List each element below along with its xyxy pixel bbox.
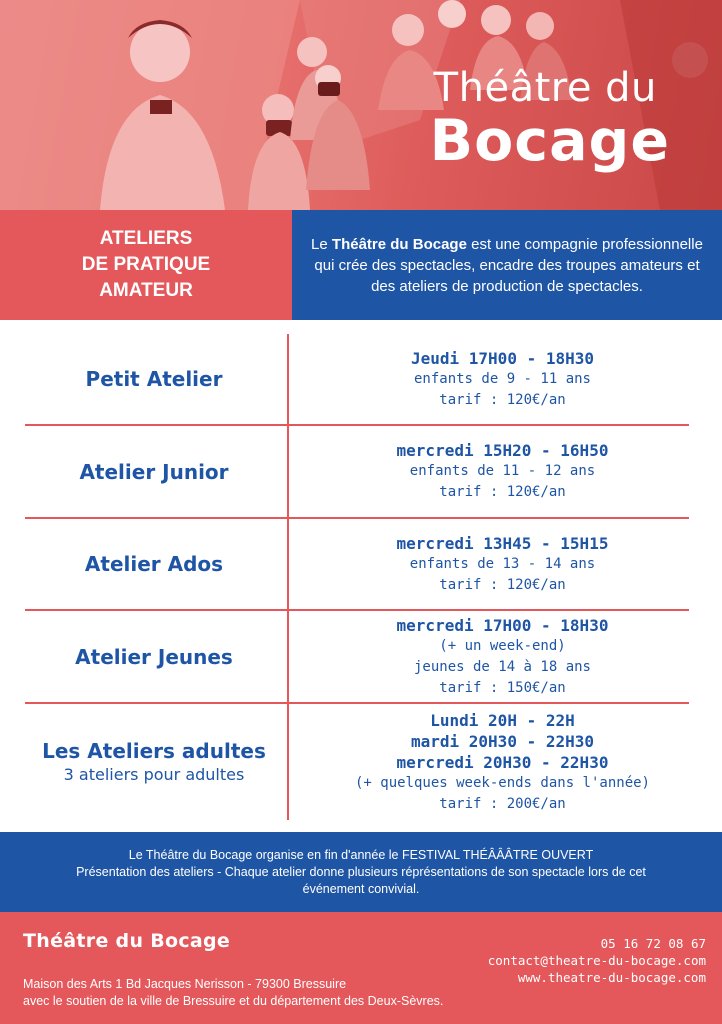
workshop-schedule-time: Jeudi 17H00 - 18H30 <box>410 348 595 368</box>
festival-line-2: Présentation des ateliers - Chaque atelier donne plusieurs réprésentations de son spectacle lors de cet <box>76 864 646 879</box>
footer <box>0 912 722 1024</box>
workshop-note: (+ quelques week-ends dans l'année) <box>354 774 650 791</box>
intro-box <box>292 210 722 320</box>
festival-line-1: Le Théâtre du Bocage organise en fin d'année le FESTIVAL THÉÂÂÂTRE OUVERT <box>128 847 594 862</box>
workshop-audience: enfants de 13 - 14 ans <box>409 555 596 572</box>
workshop-price: tarif : 150€/an <box>439 679 566 696</box>
workshop-note: (+ un week-end) <box>439 637 566 654</box>
workshop-row <box>0 519 722 609</box>
workshop-name: Atelier Jeunes <box>75 644 233 669</box>
workshop-name-cell <box>0 519 308 609</box>
intro-text <box>306 234 708 297</box>
footer-address: Maison des Arts 1 Bd Jacques Nerisson - 79300 Bressuire <box>23 977 347 991</box>
workshop-schedule-time: mardi 20H30 - 22H30 <box>410 731 595 751</box>
workshop-schedule-time: mercredi 13H45 - 15H15 <box>396 533 609 553</box>
workshop-subtitle: 3 ateliers pour adultes <box>63 765 245 784</box>
workshop-name: Petit Atelier <box>85 367 223 391</box>
workshop-schedule-time: mercredi 17H00 - 18H30 <box>396 615 609 635</box>
workshop-name: Atelier Ados <box>84 552 224 576</box>
workshop-name: Les Ateliers adultes <box>42 739 266 763</box>
workshop-schedule <box>0 320 722 832</box>
workshop-name-cell <box>0 426 308 517</box>
hero-banner <box>0 0 722 210</box>
workshop-details <box>308 704 722 820</box>
footer-website-link[interactable]: www.theatre-du-bocage.com <box>517 970 706 985</box>
festival-line-3: événement convivial. <box>302 881 420 896</box>
heading-line-3: AMATEUR <box>99 280 193 301</box>
hero-brand-line2: Bocage <box>429 108 670 174</box>
workshop-row <box>0 426 722 517</box>
heading-line-1: ATELIERS <box>99 228 193 249</box>
workshop-details <box>308 426 722 517</box>
workshop-name: Atelier Junior <box>79 459 229 484</box>
footer-support: avec le soutien de la ville de Bressuire et du département des Deux-Sèvres. <box>23 994 444 1008</box>
workshop-price: tarif : 120€/an <box>439 391 566 408</box>
workshop-schedule-time: Lundi 20H - 22H <box>430 710 575 730</box>
workshop-audience: enfants de 9 - 11 ans <box>413 370 591 387</box>
workshop-name-cell <box>0 611 308 702</box>
footer-address-block <box>23 976 443 1010</box>
workshop-name-cell <box>0 704 308 820</box>
festival-announcement <box>0 832 722 912</box>
intro-rest: est une compagnie professionnelle qui crée des spectacles, encadre des troupes amateurs et des ateliers de production de spectacles. <box>314 235 703 295</box>
workshop-row <box>0 334 722 424</box>
footer-phone[interactable]: 05 16 72 08 67 <box>600 936 706 951</box>
workshop-price: tarif : 120€/an <box>439 576 566 593</box>
workshop-details <box>308 519 722 609</box>
footer-email-link[interactable]: contact@theatre-du-bocage.com <box>487 953 706 968</box>
hero-brand <box>429 65 670 174</box>
workshop-details <box>308 611 722 702</box>
workshop-schedule-time: mercredi 20H30 - 22H30 <box>396 752 609 772</box>
heading-line-2: DE PRATIQUE <box>81 254 211 275</box>
footer-contact <box>488 935 706 986</box>
ateliers-heading-box <box>0 210 292 320</box>
workshop-schedule-time: mercredi 15H20 - 16H50 <box>396 441 609 460</box>
workshop-name-cell <box>0 334 308 424</box>
intro-prefix: Le <box>311 235 332 253</box>
workshop-price: tarif : 200€/an <box>439 795 566 812</box>
intro-company-name: Théâtre du Bocage <box>331 235 467 253</box>
workshop-audience: jeunes de 14 à 18 ans <box>413 658 591 675</box>
workshop-row <box>0 611 722 702</box>
workshop-row <box>0 704 722 820</box>
workshop-audience: enfants de 11 - 12 ans <box>409 463 596 479</box>
footer-brand: Théâtre du Bocage <box>23 930 231 952</box>
hero-brand-line1: Théâtre du <box>433 65 657 111</box>
workshop-details <box>308 334 722 424</box>
workshop-price: tarif : 120€/an <box>439 484 566 500</box>
